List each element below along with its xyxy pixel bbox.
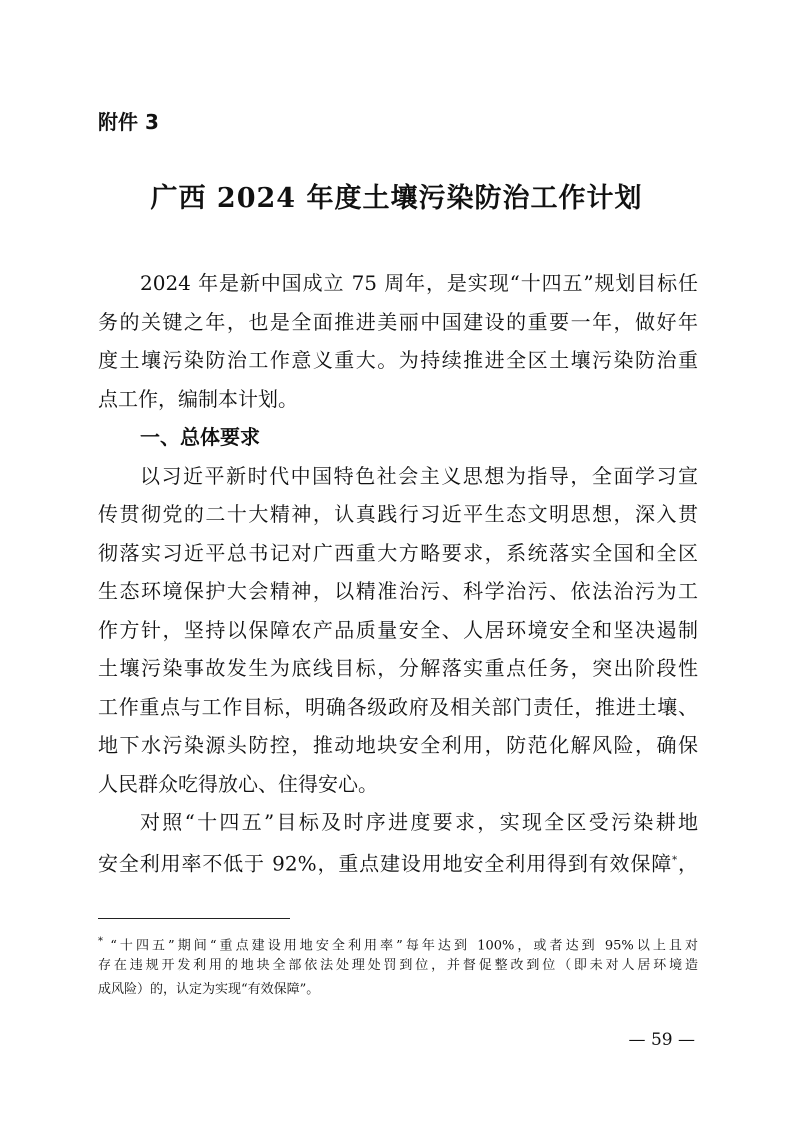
attachment-label: 附件 3 xyxy=(98,110,159,134)
section-heading: 一、总体要求 xyxy=(140,425,260,449)
paragraph-line: 度土壤污染防治工作意义重大。为持续推进全区土壤污染防治重 xyxy=(98,348,698,372)
paragraph-line: 工作重点与工作目标，明确各级政府及相关部门责任，推进土壤、 xyxy=(98,694,698,719)
paragraph-line-punct: ， xyxy=(677,851,698,876)
document-title: 广西 2024 年度土壤污染防治工作计划 xyxy=(150,183,643,214)
paragraph-line: 传贯彻党的二十大精神，认真践行习近平生态文明思想，深入贯 xyxy=(98,502,698,526)
paragraph-line: 人民群众吃得放心、住得安心。 xyxy=(98,771,378,796)
paragraph-line: 彻落实习近平总书记对广西重大方略要求，系统落实全国和全区 xyxy=(98,540,698,565)
footnote-mark: * xyxy=(98,936,103,947)
paragraph-line: 地下水污染源头防控，推动地块安全利用，防范化解风险，确保 xyxy=(98,733,698,757)
paragraph-line xyxy=(98,842,698,881)
footnote-line: 存在违规开发利用的地块全部依法处理处罚到位，并督促整改到位（即未对人居环境造 xyxy=(98,958,698,973)
paragraph-line: 作方针，坚持以保障农产品质量安全、人居环境安全和坚决遏制 xyxy=(98,617,698,642)
footnote-divider xyxy=(98,918,290,919)
page-number: — 59 — xyxy=(628,1030,695,1050)
paragraph-line: 以习近平新时代中国特色社会主义思想为指导，全面学习宣 xyxy=(140,463,698,488)
footnote-text: “十四五”期间“重点建设用地安全利用率”每年达到 100%，或者达到 95%以上且对 xyxy=(110,938,698,954)
footnote-reference[interactable]: * xyxy=(672,854,678,866)
footnote-line xyxy=(98,930,698,954)
paragraph-line: 对照“十四五”目标及时序进度要求，实现全区受污染耕地 xyxy=(140,810,698,834)
paragraph-line: 土壤污染事故发生为底线目标，分解落实重点任务，突出阶段性 xyxy=(98,656,698,680)
document-body xyxy=(98,264,698,880)
paragraph-line: 务的关键之年，也是全面推进美丽中国建设的重要一年，做好年 xyxy=(98,309,698,334)
footnote xyxy=(98,930,698,1002)
paragraph-line-text: 安全利用率不低于 92%，重点建设用地安全利用得到有效保障 xyxy=(98,851,673,876)
footnote-line: 成风险）的，认定为实现“有效保障”。 xyxy=(98,982,320,997)
paragraph-line: 2024 年是新中国成立 75 周年，是实现“十四五”规划目标任 xyxy=(140,271,698,295)
paragraph-line: 生态环境保护大会精神，以精准治污、科学治污、依法治污为工 xyxy=(98,579,698,603)
paragraph-line: 点工作，编制本计划。 xyxy=(98,386,298,411)
